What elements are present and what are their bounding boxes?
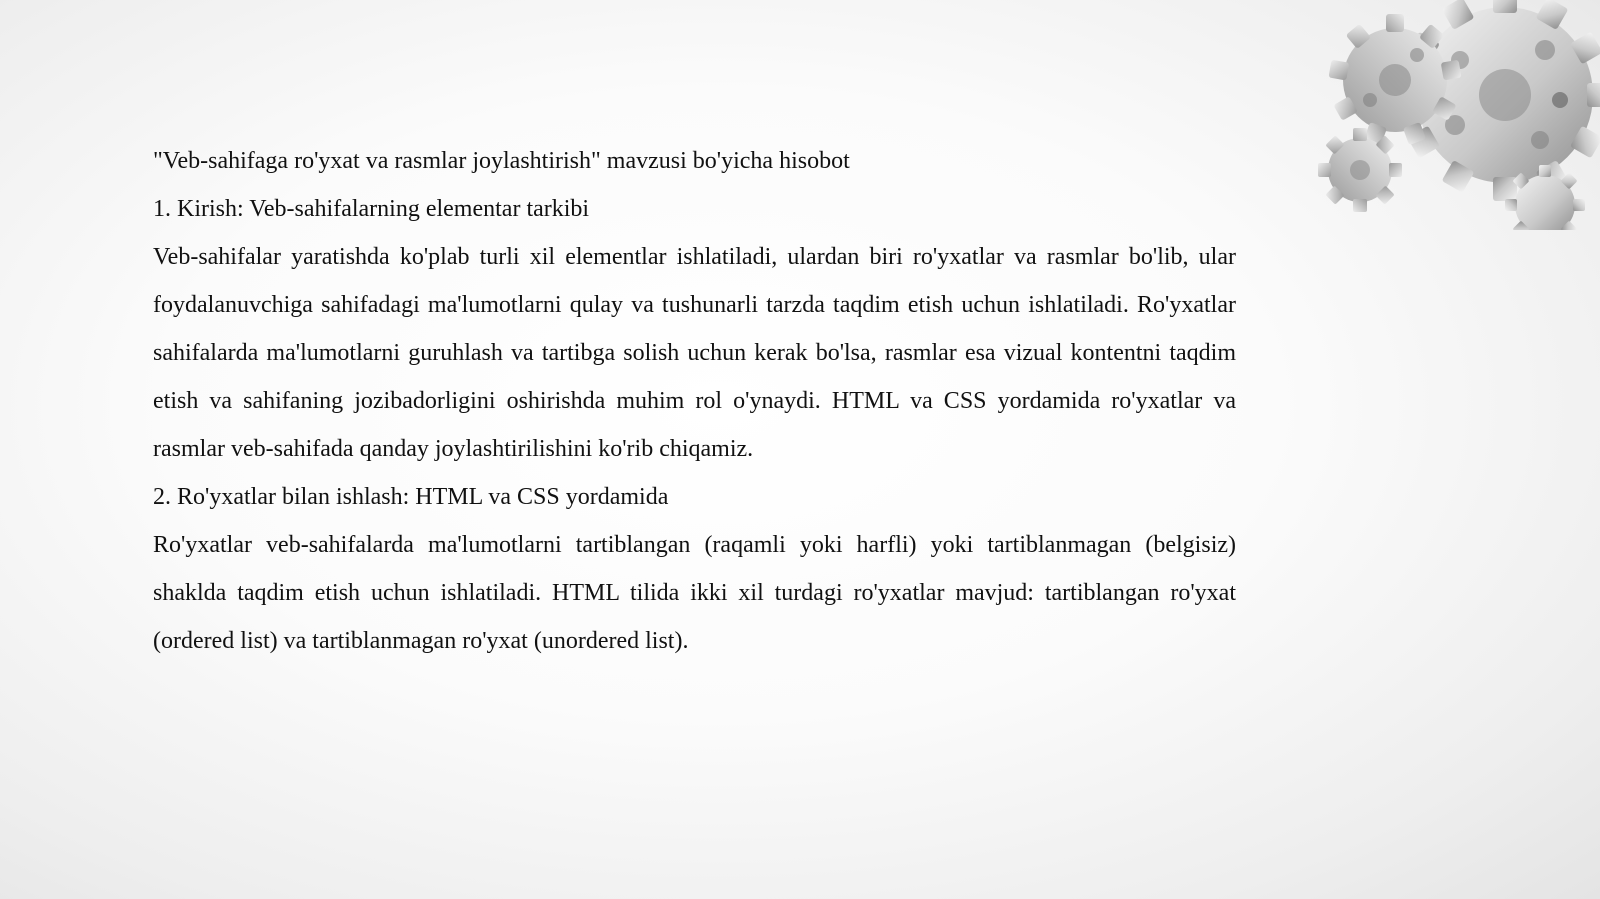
section-2-paragraph: Ro'yxatlar veb-sahifalarda ma'lumotlarni tartiblangan (raqamli yoki harfli) yoki tartiblanmagan (belgisiz) shaklda taqdim etish uchun ishlatiladi. HTML tilida ikki xil turdagi ro'yxatlar mavjud: tartiblangan ro'yxat (ordered list) va tartiblanmagan ro'yxat (unordered list). (153, 532, 1236, 654)
section-2-heading: 2. Ro'yxatlar bilan ishlash: HTML va CSS yordamida (153, 484, 669, 510)
section-1-heading: 1. Kirish: Veb-sahifalarning elementar tarkibi (153, 196, 590, 222)
report-content (153, 137, 1236, 665)
report-title: "Veb-sahifaga ro'yxat va rasmlar joylashtirish" mavzusi bo'yicha hisobot (153, 148, 850, 174)
gears-decoration-icon (1300, 0, 1600, 230)
section-1-paragraph: Veb-sahifalar yaratishda ko'plab turli xil elementlar ishlatiladi, ulardan biri ro'yxatlar va rasmlar bo'lib, ular foydalanuvchiga sahifadagi ma'lumotlarni qulay va tushunarli tarzda taqdim etish uchun ishlatiladi. Ro'yxatlar sahifalarda ma'lumotlarni guruhlash va tartibga solish uchun kerak bo'lsa, rasmlar esa vizual kontentni taqdim etish va sahifaning jozibadorligini oshirishda muhim rol o'ynaydi. HTML va CSS yordamida ro'yxatlar va rasmlar veb-sahifada qanday joylashtirilishini ko'rib chiqamiz. (153, 244, 1236, 462)
